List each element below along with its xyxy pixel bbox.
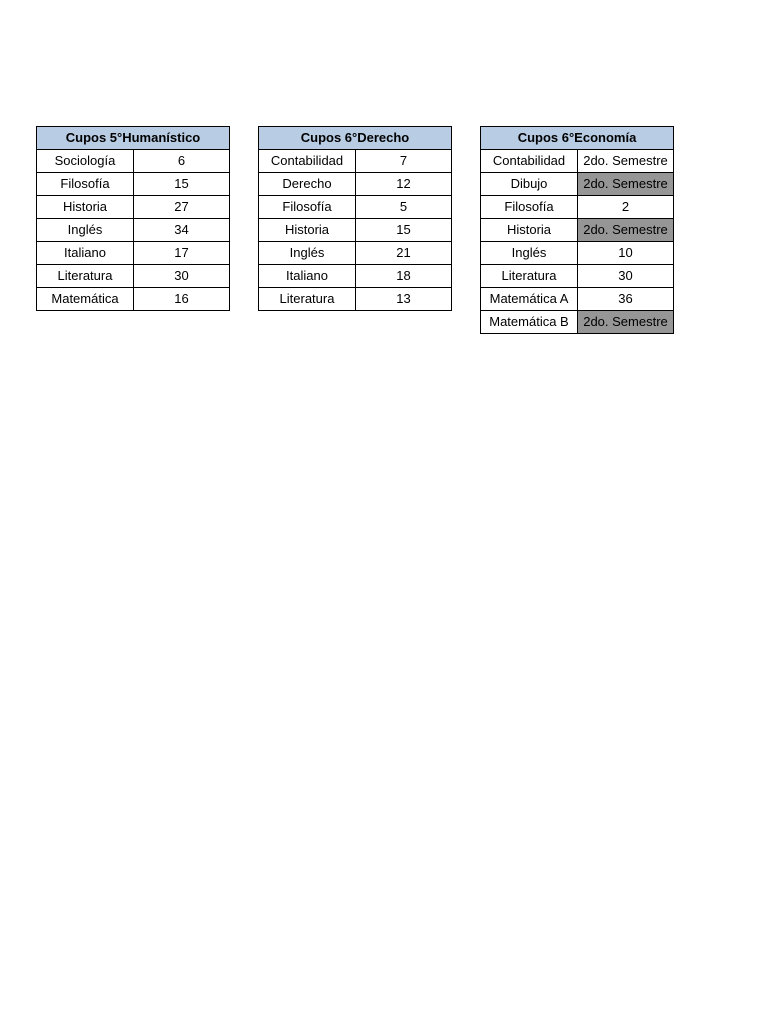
table-row	[481, 311, 674, 334]
quota-cell: 2do. Semestre	[578, 173, 674, 196]
subject-cell: Contabilidad	[259, 150, 356, 173]
table-row	[259, 196, 452, 219]
table-body	[259, 150, 452, 311]
quota-cell: 10	[578, 242, 674, 265]
quota-cell: 34	[134, 219, 230, 242]
table-header-row	[259, 127, 452, 150]
table-row	[37, 150, 230, 173]
quota-cell: 15	[356, 219, 452, 242]
table-row	[37, 265, 230, 288]
table-row	[37, 288, 230, 311]
quota-cell: 30	[578, 265, 674, 288]
table-row	[481, 150, 674, 173]
subject-cell: Sociología	[37, 150, 134, 173]
table-row	[37, 196, 230, 219]
table-row	[259, 242, 452, 265]
quota-cell: 36	[578, 288, 674, 311]
quota-cell: 6	[134, 150, 230, 173]
table-header-row	[481, 127, 674, 150]
table-row	[259, 173, 452, 196]
table-title: Cupos 6°Economía	[481, 127, 674, 150]
quota-cell: 5	[356, 196, 452, 219]
quota-cell: 21	[356, 242, 452, 265]
subject-cell: Literatura	[481, 265, 578, 288]
table-row	[37, 242, 230, 265]
subject-cell: Historia	[37, 196, 134, 219]
subject-cell: Contabilidad	[481, 150, 578, 173]
quota-cell: 15	[134, 173, 230, 196]
quota-cell: 7	[356, 150, 452, 173]
quota-cell: 2do. Semestre	[578, 150, 674, 173]
quota-table-humanistico	[36, 126, 230, 311]
table-title: Cupos 6°Derecho	[259, 127, 452, 150]
table-title: Cupos 5°Humanístico	[37, 127, 230, 150]
table-body	[37, 150, 230, 311]
table-header-row	[37, 127, 230, 150]
quota-cell: 27	[134, 196, 230, 219]
subject-cell: Inglés	[37, 219, 134, 242]
subject-cell: Italiano	[259, 265, 356, 288]
subject-cell: Derecho	[259, 173, 356, 196]
subject-cell: Filosofía	[481, 196, 578, 219]
table-row	[481, 288, 674, 311]
table-row	[259, 219, 452, 242]
subject-cell: Historia	[259, 219, 356, 242]
table-row	[37, 219, 230, 242]
subject-cell: Literatura	[259, 288, 356, 311]
table-row	[481, 173, 674, 196]
subject-cell: Matemática B	[481, 311, 578, 334]
table-row	[481, 196, 674, 219]
quota-cell: 30	[134, 265, 230, 288]
subject-cell: Filosofía	[37, 173, 134, 196]
quota-cell: 17	[134, 242, 230, 265]
subject-cell: Literatura	[37, 265, 134, 288]
subject-cell: Inglés	[481, 242, 578, 265]
quota-cell: 13	[356, 288, 452, 311]
quota-cell: 2	[578, 196, 674, 219]
subject-cell: Filosofía	[259, 196, 356, 219]
quota-table-derecho	[258, 126, 452, 311]
subject-cell: Dibujo	[481, 173, 578, 196]
table-row	[481, 242, 674, 265]
quota-cell: 2do. Semestre	[578, 311, 674, 334]
subject-cell: Italiano	[37, 242, 134, 265]
quota-cell: 16	[134, 288, 230, 311]
table-row	[37, 173, 230, 196]
table-body	[481, 150, 674, 334]
table-row	[481, 219, 674, 242]
quota-cell: 18	[356, 265, 452, 288]
subject-cell: Historia	[481, 219, 578, 242]
quota-cell: 2do. Semestre	[578, 219, 674, 242]
table-row	[259, 265, 452, 288]
table-row	[259, 150, 452, 173]
table-row	[259, 288, 452, 311]
quota-cell: 12	[356, 173, 452, 196]
quota-table-economia	[480, 126, 674, 334]
subject-cell: Inglés	[259, 242, 356, 265]
subject-cell: Matemática A	[481, 288, 578, 311]
table-row	[481, 265, 674, 288]
subject-cell: Matemática	[37, 288, 134, 311]
